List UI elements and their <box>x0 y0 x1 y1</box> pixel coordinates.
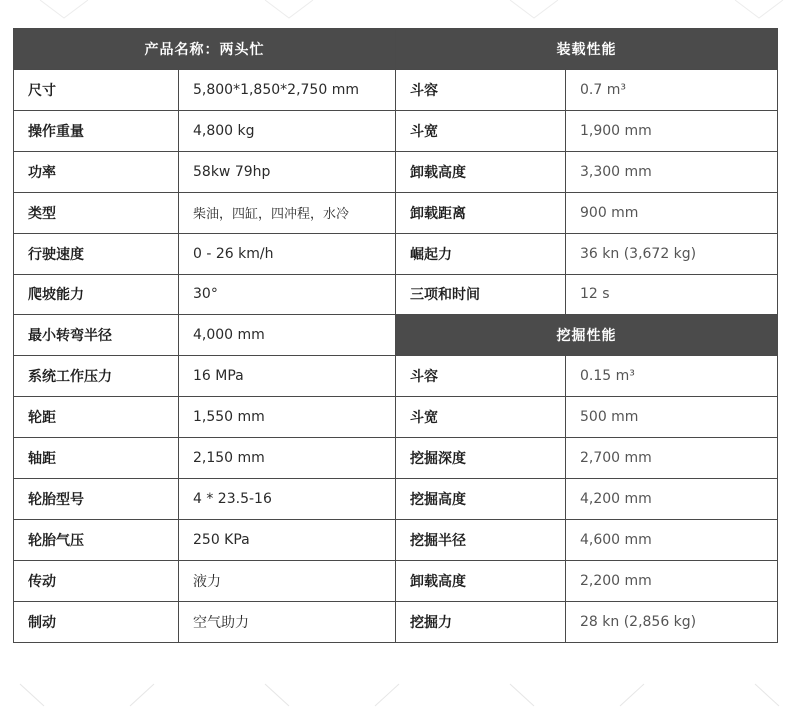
loading-value: 12 s <box>566 274 778 315</box>
table-row <box>14 110 778 151</box>
spec-value: 液力 <box>179 560 396 601</box>
spec-label: 轴距 <box>14 438 179 479</box>
loading-section-title: 装载性能 <box>396 29 778 70</box>
loading-value: 900 mm <box>566 192 778 233</box>
digging-value: 500 mm <box>566 397 778 438</box>
spec-value: 16 MPa <box>179 356 396 397</box>
spec-label: 类型 <box>14 192 179 233</box>
spec-value: 2,150 mm <box>179 438 396 479</box>
loading-value: 0.7 m³ <box>566 69 778 110</box>
spec-label: 功率 <box>14 151 179 192</box>
digging-label: 挖掘力 <box>396 601 566 642</box>
table-row <box>14 151 778 192</box>
digging-label: 卸载高度 <box>396 560 566 601</box>
spec-label: 尺寸 <box>14 69 179 110</box>
digging-label: 斗宽 <box>396 397 566 438</box>
table-row <box>14 479 778 520</box>
spec-label: 系统工作压力 <box>14 356 179 397</box>
table-row <box>14 560 778 601</box>
top-decoration <box>0 0 790 24</box>
table-row <box>14 274 778 315</box>
spec-value: 柴油，四缸，四冲程，水冷 <box>179 192 396 233</box>
digging-label: 挖掘深度 <box>396 438 566 479</box>
header-row <box>14 29 778 70</box>
spec-value: 30° <box>179 274 396 315</box>
table-row <box>14 315 778 356</box>
spec-label: 操作重量 <box>14 110 179 151</box>
spec-label: 行驶速度 <box>14 233 179 274</box>
spec-label: 轮胎气压 <box>14 520 179 561</box>
spec-value: 5,800*1,850*2,750 mm <box>179 69 396 110</box>
digging-value: 4,600 mm <box>566 520 778 561</box>
spec-label: 爬坡能力 <box>14 274 179 315</box>
loading-value: 3,300 mm <box>566 151 778 192</box>
digging-section-title: 挖掘性能 <box>396 315 778 356</box>
table-row <box>14 356 778 397</box>
loading-label: 卸载高度 <box>396 151 566 192</box>
spec-value: 4 * 23.5-16 <box>179 479 396 520</box>
spec-value: 1,550 mm <box>179 397 396 438</box>
table-row <box>14 233 778 274</box>
spec-value: 250 KPa <box>179 520 396 561</box>
product-title: 产品名称：两头忙 <box>14 29 396 70</box>
digging-value: 4,200 mm <box>566 479 778 520</box>
digging-label: 挖掘半径 <box>396 520 566 561</box>
table-row <box>14 397 778 438</box>
spec-value: 4,800 kg <box>179 110 396 151</box>
digging-label: 斗容 <box>396 356 566 397</box>
loading-label: 崛起力 <box>396 233 566 274</box>
spec-label: 轮胎型号 <box>14 479 179 520</box>
digging-value: 2,200 mm <box>566 560 778 601</box>
table-row <box>14 438 778 479</box>
loading-label: 三项和时间 <box>396 274 566 315</box>
table-row <box>14 520 778 561</box>
spec-value: 4,000 mm <box>179 315 396 356</box>
spec-value: 空气助力 <box>179 601 396 642</box>
loading-label: 斗宽 <box>396 110 566 151</box>
loading-label: 斗容 <box>396 69 566 110</box>
spec-label: 轮距 <box>14 397 179 438</box>
loading-label: 卸载距离 <box>396 192 566 233</box>
table-row <box>14 69 778 110</box>
spec-table <box>13 28 778 643</box>
spec-label: 最小转弯半径 <box>14 315 179 356</box>
digging-label: 挖掘高度 <box>396 479 566 520</box>
spec-label: 制动 <box>14 601 179 642</box>
digging-value: 0.15 m³ <box>566 356 778 397</box>
spec-value: 0 - 26 km/h <box>179 233 396 274</box>
loading-value: 36 kn (3,672 kg) <box>566 233 778 274</box>
digging-value: 2,700 mm <box>566 438 778 479</box>
table-row <box>14 601 778 642</box>
digging-value: 28 kn (2,856 kg) <box>566 601 778 642</box>
table-row <box>14 192 778 233</box>
spec-value: 58kw 79hp <box>179 151 396 192</box>
spec-label: 传动 <box>14 560 179 601</box>
loading-value: 1,900 mm <box>566 110 778 151</box>
bottom-decoration <box>0 672 790 708</box>
